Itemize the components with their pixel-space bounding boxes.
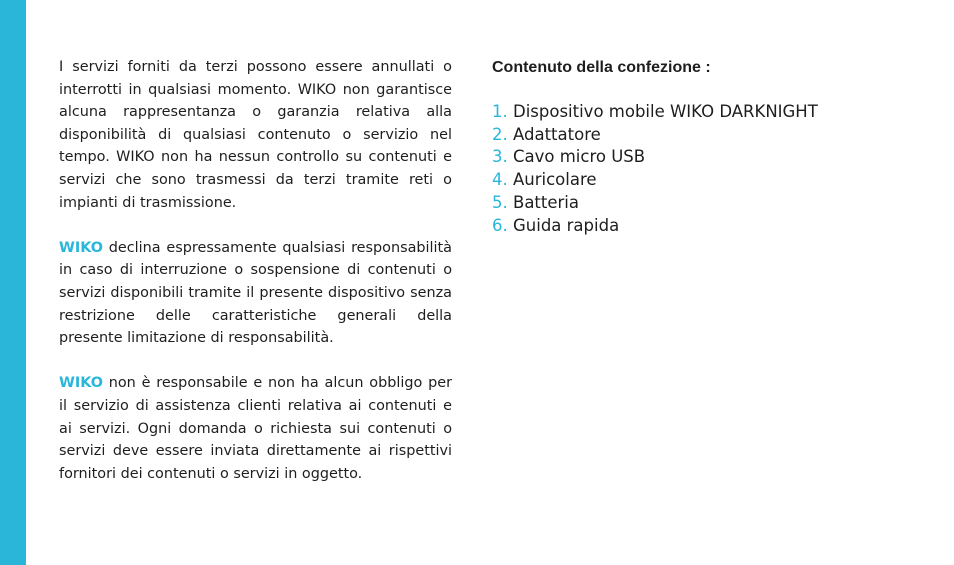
list-item [492, 124, 912, 147]
side-accent-bar [0, 0, 26, 565]
paragraph-support [59, 372, 452, 485]
paragraph-services: I servizi forniti da terzi possono essere annullati o interrotti in qualsiasi momento. WIKO non garantisce alcuna rappresentanza o garanzia relativa alla disponibilità di qualsiasi contenuto o servizio nel tempo. WIKO non ha nessun controllo su contenuti e servizi che sono trasmessi da terzi tramite reti o impianti di trasmissione. [59, 59, 452, 211]
item-label: Batteria [507, 192, 579, 212]
item-number: 2. [492, 124, 508, 144]
item-number: 6. [492, 215, 508, 235]
item-number: 3. [492, 147, 508, 167]
brand-name: WIKO [59, 375, 103, 392]
item-label: Cavo micro USB [507, 147, 646, 167]
item-label: Dispositivo mobile WIKO DARKNIGHT [507, 102, 818, 121]
item-number: 1. [492, 102, 508, 121]
paragraph-liability [59, 237, 452, 350]
list-item [492, 146, 912, 169]
item-label: Adattatore [507, 124, 601, 144]
box-contents-list [492, 101, 912, 237]
brand-name: WIKO [59, 239, 103, 256]
box-contents-title: Contenuto della confezione : [492, 59, 711, 76]
paragraph-liability-text: declina espressamente qualsiasi responsabilità in caso di interruzione o sospensione di contenuti o servizi disponibili tramite il presente dispositivo senza restrizione delle caratteristiche generali della presente limitazione di responsabilità. [59, 239, 452, 347]
item-label: Auricolare [507, 170, 597, 190]
paragraph-support-text: non è responsabile e non ha alcun obbligo per il servizio di assistenza clienti relativa ai contenuti e ai servizi. Ogni domanda o richiesta sui contenuti o servizi deve essere inviata direttamente ai rispettivi fornitori dei contenuti o servizi in oggetto. [59, 375, 452, 482]
list-item [492, 215, 912, 238]
item-label: Guida rapida [507, 215, 620, 235]
item-number: 5. [492, 192, 508, 212]
item-number: 4. [492, 170, 508, 190]
list-item [492, 192, 912, 215]
right-column [492, 57, 912, 237]
list-item [492, 101, 912, 124]
left-column [59, 56, 452, 508]
list-item [492, 169, 912, 192]
